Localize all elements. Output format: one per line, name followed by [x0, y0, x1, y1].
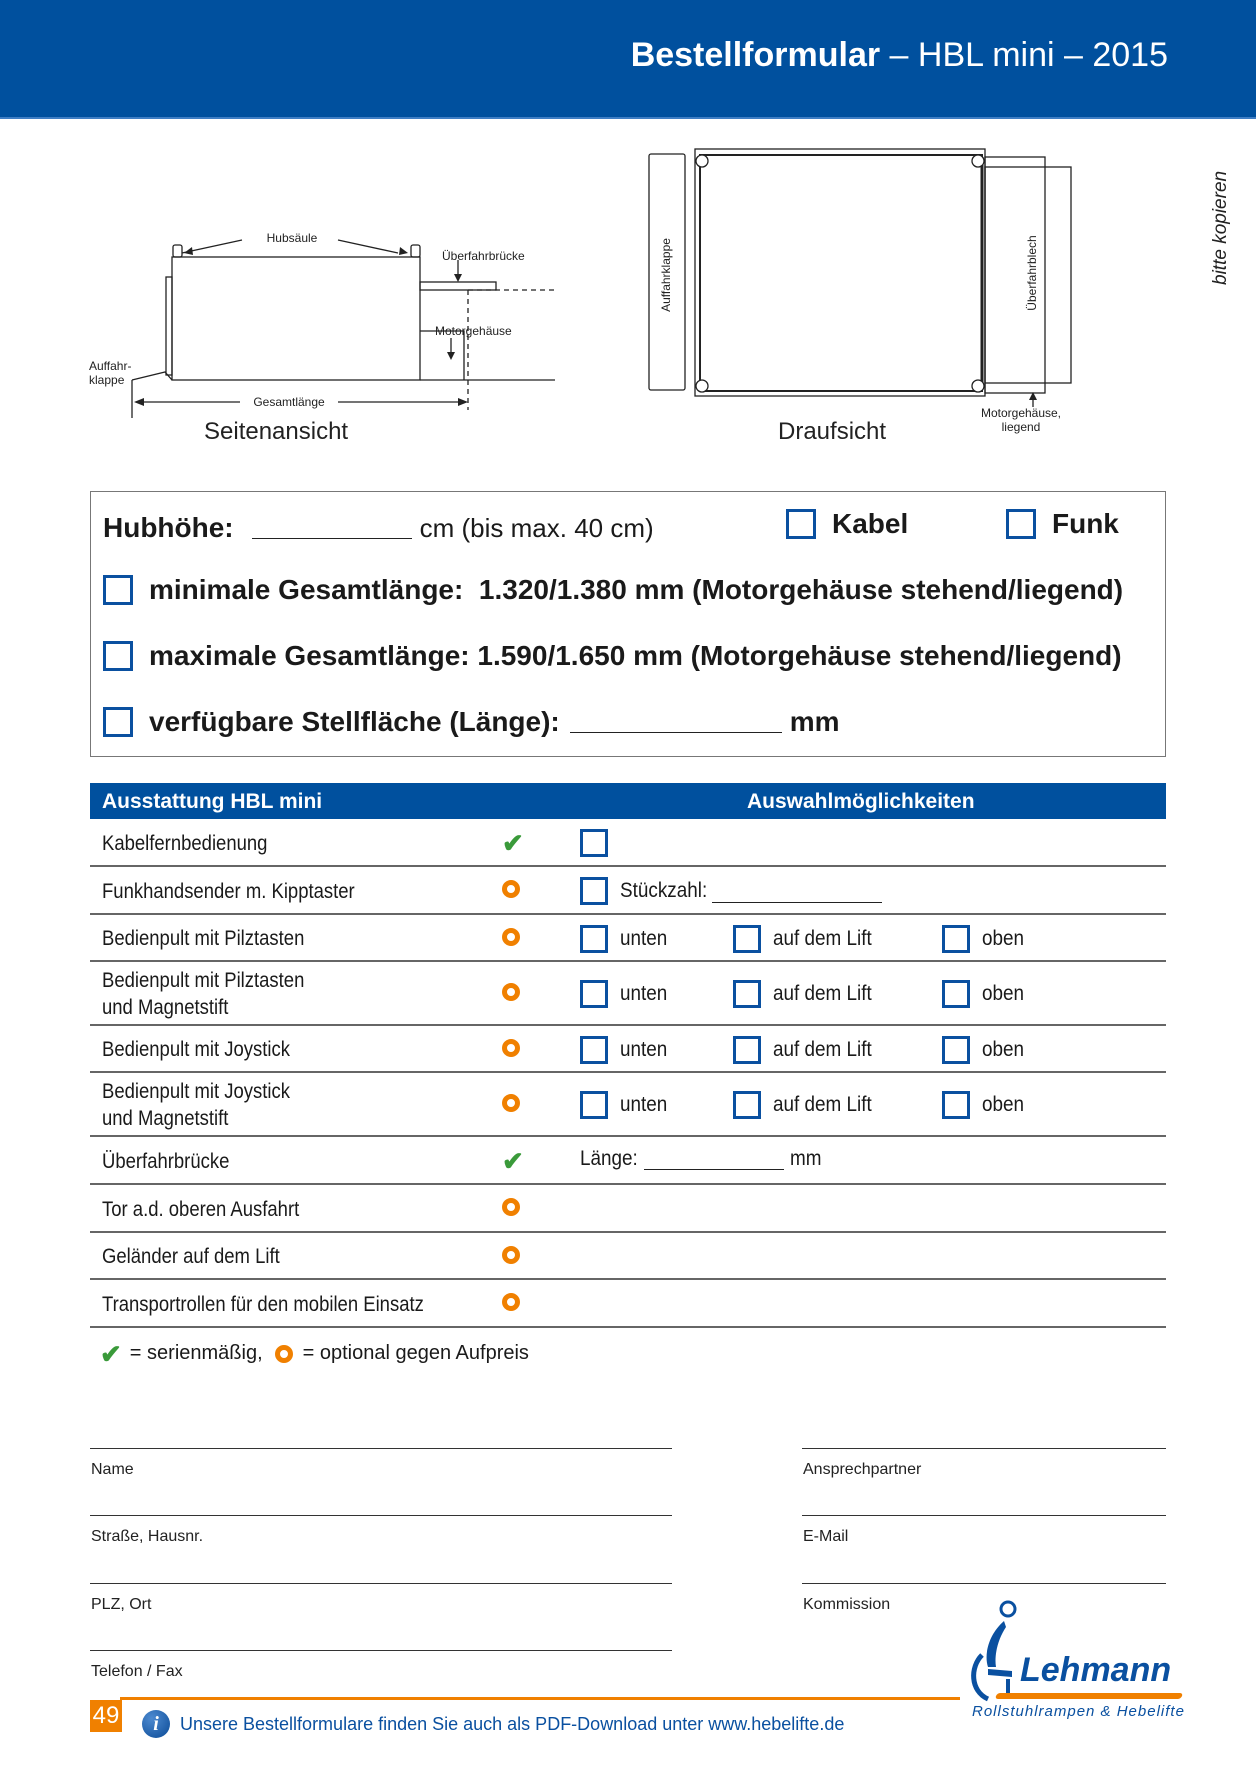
auf-dem-lift-option	[733, 1091, 883, 1119]
table-row	[90, 1073, 1166, 1137]
page-number: 49	[90, 1700, 122, 1732]
field-label: E-Mail	[803, 1528, 849, 1545]
label-hubsaeule: Hubsäule	[266, 231, 318, 245]
table-row	[90, 962, 1166, 1026]
auf-dem-lift-checkbox[interactable]	[733, 925, 761, 953]
page-title	[631, 36, 1168, 75]
legend	[100, 1338, 529, 1369]
status-mark	[502, 928, 524, 950]
unten-option	[580, 925, 673, 953]
oben-option	[942, 925, 1029, 953]
col-equipment: Ausstattung HBL mini	[102, 790, 323, 813]
stueckzahl-input[interactable]	[712, 881, 882, 903]
wheelchair-icon	[968, 1595, 1028, 1705]
label-auffahr-2: klappe	[89, 373, 125, 387]
min-length-label: minimale Gesamtlänge:	[149, 574, 464, 605]
legend-standard: = serienmäßig,	[129, 1342, 263, 1364]
field-label: Name	[91, 1461, 134, 1478]
equipment-label-line: und Magnetstift	[102, 996, 229, 1019]
title-rest: – HBL mini – 2015	[880, 36, 1168, 74]
equipment-label-line: Bedienpult mit Joystick	[102, 1080, 290, 1103]
stueckzahl-checkbox[interactable]	[580, 877, 608, 905]
field-line[interactable]	[90, 1515, 672, 1516]
stellflaeche-input[interactable]	[570, 711, 782, 733]
side-view-diagram	[80, 220, 580, 450]
equipment-label	[102, 1036, 290, 1063]
status-mark	[502, 1146, 524, 1176]
label-gesamtlaenge: Gesamtlänge	[253, 395, 325, 409]
unten-checkbox[interactable]	[580, 925, 608, 953]
equipment-label	[102, 1148, 229, 1175]
optional-ring-icon	[502, 928, 520, 946]
unten-label: unten	[620, 1037, 668, 1061]
field-line[interactable]	[90, 1650, 672, 1651]
table-row	[90, 1137, 1166, 1185]
spec-box	[90, 491, 1166, 757]
max-length-checkbox[interactable]	[103, 641, 133, 671]
status-mark	[502, 1094, 524, 1116]
hubhoehe-unit: cm (bis max. 40 cm)	[419, 512, 654, 543]
oben-checkbox[interactable]	[942, 1091, 970, 1119]
min-length-value: 1.320/1.380 mm (Motorgehäuse stehend/liegend)	[478, 574, 1124, 605]
equipment-label	[102, 1078, 290, 1132]
field-label: Straße, Hausnr.	[91, 1528, 204, 1545]
top-view-caption: Draufsicht	[778, 418, 887, 445]
unten-checkbox[interactable]	[580, 980, 608, 1008]
equipment-label	[102, 1291, 424, 1318]
label-auffahr-1: Auffahr-	[89, 359, 132, 373]
equipment-label	[102, 1243, 280, 1270]
logo-swoosh	[995, 1693, 1183, 1699]
unten-option	[580, 980, 673, 1008]
stellflaeche-label: verfügbare Stellfläche (Länge):	[149, 706, 560, 737]
side-view-caption: Seitenansicht	[204, 418, 349, 445]
field-line[interactable]	[802, 1515, 1166, 1516]
equipment-label-line: und Magnetstift	[102, 1107, 229, 1130]
page-header	[0, 0, 1256, 119]
equipment-label-line: Bedienpult mit Pilztasten	[102, 927, 305, 950]
top-view-diagram	[640, 145, 1080, 445]
status-mark	[502, 983, 524, 1005]
logo-wordmark: Lehmann	[1020, 1651, 1172, 1689]
equipment-label-line: Tor a.d. oberen Ausfahrt	[102, 1197, 300, 1221]
stellflaeche-row	[103, 706, 840, 738]
auf-dem-lift-label: auf dem Lift	[773, 1093, 872, 1116]
kabel-option	[786, 508, 908, 540]
kabelfernbedienung-option	[580, 829, 620, 857]
oben-label: oben	[982, 1093, 1025, 1116]
kabel-checkbox[interactable]	[786, 509, 816, 539]
auf-dem-lift-option	[733, 980, 883, 1008]
optional-ring-icon	[502, 1094, 520, 1112]
equipment-label-line: Bedienpult mit Pilztasten	[102, 969, 305, 992]
field-label: Ansprechpartner	[803, 1461, 922, 1478]
auf-dem-lift-checkbox[interactable]	[733, 980, 761, 1008]
field-label: PLZ, Ort	[91, 1596, 152, 1613]
unten-checkbox[interactable]	[580, 1036, 608, 1064]
hubhoehe-row	[103, 512, 654, 544]
status-mark	[502, 828, 524, 858]
equipment-label-line: Transportrollen für den mobilen Einsatz	[102, 1292, 424, 1316]
status-mark	[502, 1039, 524, 1061]
status-mark	[502, 880, 524, 902]
funk-option	[1006, 508, 1119, 540]
legend-optional: = optional gegen Aufpreis	[302, 1342, 529, 1364]
equipment-label-line: Geländer auf dem Lift	[102, 1245, 280, 1268]
oben-label: oben	[982, 1037, 1025, 1061]
logo-tagline: Rollstuhlrampen & Hebelifte	[972, 1703, 1185, 1720]
optional-ring-icon	[502, 880, 520, 898]
label-auffahrklappe: Auffahrklappe	[659, 238, 673, 312]
funk-label: Funk	[1052, 508, 1119, 539]
laenge-label: Länge:	[580, 1147, 638, 1170]
table-row	[90, 1185, 1166, 1233]
table-header	[90, 783, 1166, 819]
optional-ring-icon	[502, 983, 520, 1001]
unten-label: unten	[620, 982, 668, 1005]
min-length-checkbox[interactable]	[103, 575, 133, 605]
field-line[interactable]	[90, 1583, 672, 1584]
equipment-label-line: Kabelfernbedienung	[102, 831, 268, 855]
label-ueberfahrblech: Überfahrblech	[1025, 235, 1039, 311]
field-label: Kommission	[803, 1596, 891, 1613]
label-motor-1: Motorgehäuse,	[980, 406, 1062, 420]
status-mark	[502, 1293, 524, 1315]
equipment-label-line: Funkhandsender m. Kipptaster	[102, 879, 355, 903]
unten-label: unten	[620, 926, 668, 950]
equipment-label	[102, 878, 355, 905]
label-ueberfahrbruecke: Überfahrbrücke	[442, 249, 525, 263]
auf-dem-lift-checkbox[interactable]	[733, 1091, 761, 1119]
label-motor-2: liegend	[1001, 420, 1041, 434]
label-motorgehaeuse: Motorgehäuse	[435, 324, 512, 338]
check-icon: ✔	[502, 1146, 524, 1176]
unten-option	[580, 1036, 673, 1064]
optional-ring-icon	[275, 1345, 293, 1363]
auf-dem-lift-label: auf dem Lift	[773, 982, 872, 1005]
optional-ring-icon	[502, 1246, 520, 1264]
oben-checkbox[interactable]	[942, 1036, 970, 1064]
funk-checkbox[interactable]	[1006, 509, 1036, 539]
max-length-value: 1.590/1.650 mm (Motorgehäuse stehend/liegend)	[477, 640, 1122, 671]
table-row	[90, 1026, 1166, 1073]
title-bold: Bestellformular	[630, 36, 881, 74]
equipment-label	[102, 1196, 299, 1223]
stellflaeche-checkbox[interactable]	[103, 707, 133, 737]
auf-dem-lift-label: auf dem Lift	[773, 1037, 872, 1061]
equipment-label-line: Überfahrbrücke	[102, 1149, 230, 1173]
min-length-row	[103, 574, 1123, 606]
unten-checkbox[interactable]	[580, 1091, 608, 1119]
equipment-label	[102, 967, 304, 1021]
lehmann-logo	[968, 1595, 1188, 1725]
oben-option	[942, 1036, 1029, 1064]
table-row	[90, 1233, 1166, 1280]
equipment-label	[102, 925, 304, 952]
laenge-field	[580, 1147, 825, 1171]
table-row	[90, 867, 1166, 915]
laenge-unit: mm	[790, 1147, 822, 1170]
optional-ring-icon	[502, 1293, 520, 1311]
kabelfernbedienung-checkbox[interactable]	[580, 829, 608, 857]
check-icon: ✔	[100, 1338, 122, 1369]
table-row	[90, 915, 1166, 962]
info-icon: i	[142, 1710, 170, 1738]
max-length-label: maximale Gesamtlänge:	[149, 640, 470, 671]
unten-label: unten	[620, 1093, 668, 1116]
table-row	[90, 1280, 1166, 1328]
hubhoehe-input[interactable]	[252, 517, 412, 539]
laenge-input[interactable]	[644, 1148, 784, 1170]
field-line[interactable]	[802, 1448, 1166, 1449]
stueckzahl-label: Stückzahl:	[620, 879, 708, 902]
field-label: Telefon / Fax	[91, 1663, 183, 1680]
max-length-row	[103, 640, 1122, 672]
col-options: Auswahlmöglichkeiten	[747, 790, 975, 813]
oben-label: oben	[982, 926, 1025, 950]
oben-checkbox[interactable]	[942, 925, 970, 953]
status-mark	[502, 1246, 524, 1268]
kabel-label: Kabel	[832, 508, 909, 539]
stueckzahl-option	[580, 877, 717, 905]
check-icon: ✔	[502, 828, 524, 858]
auf-dem-lift-option	[733, 925, 883, 953]
table-row	[90, 819, 1166, 867]
footer-divider	[120, 1697, 960, 1700]
footer-note: Unsere Bestellformulare finden Sie auch als PDF-Download unter www.hebelifte.de	[180, 1714, 845, 1734]
oben-option	[942, 980, 1029, 1008]
auf-dem-lift-checkbox[interactable]	[733, 1036, 761, 1064]
oben-checkbox[interactable]	[942, 980, 970, 1008]
unten-option	[580, 1091, 673, 1119]
oben-option	[942, 1091, 1029, 1119]
optional-ring-icon	[502, 1198, 520, 1216]
status-mark	[502, 1198, 524, 1220]
equipment-label-line: Bedienpult mit Joystick	[102, 1038, 290, 1061]
auf-dem-lift-option	[733, 1036, 883, 1064]
stellflaeche-unit: mm	[789, 706, 840, 737]
auf-dem-lift-label: auf dem Lift	[773, 926, 872, 950]
hubhoehe-label: Hubhöhe:	[103, 512, 234, 543]
copy-note: bitte kopieren	[1210, 170, 1231, 285]
field-line[interactable]	[802, 1583, 1166, 1584]
equipment-label	[102, 830, 267, 857]
field-line[interactable]	[90, 1448, 672, 1449]
optional-ring-icon	[502, 1039, 520, 1057]
oben-label: oben	[982, 982, 1025, 1005]
